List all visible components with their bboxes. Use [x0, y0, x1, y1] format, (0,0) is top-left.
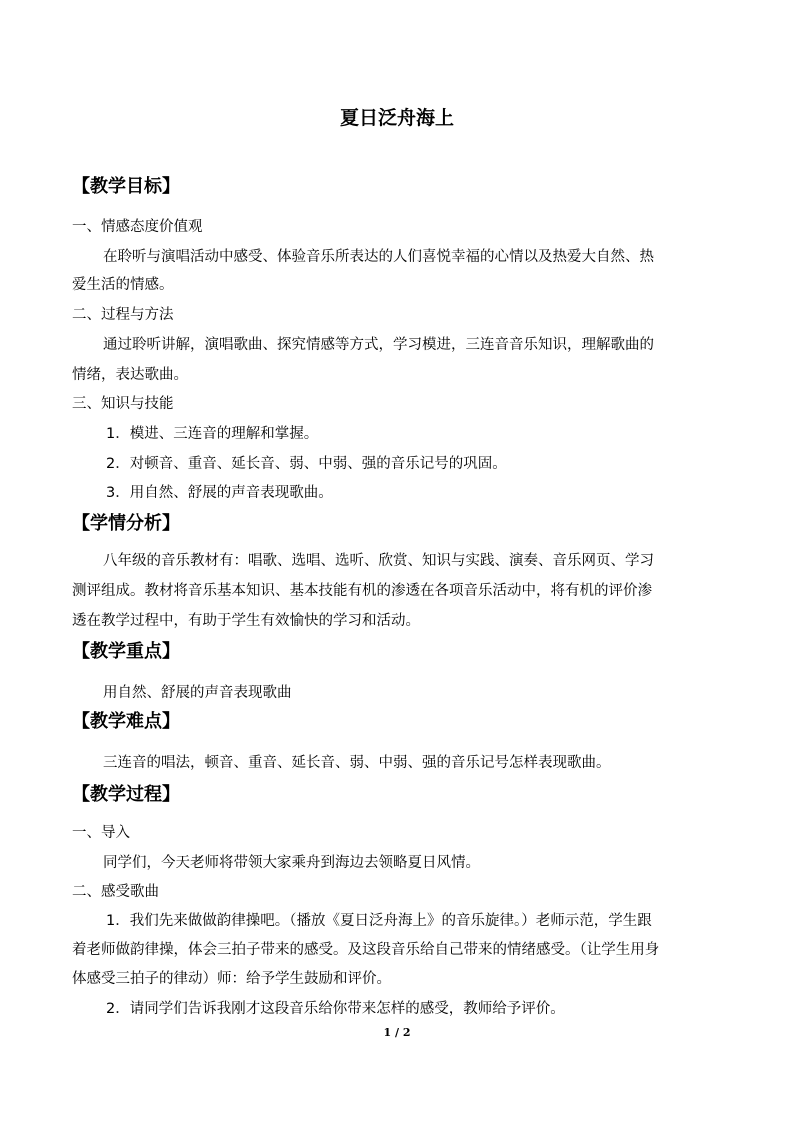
paragraph-line: 测评组成。教材将音乐基本知识、基本技能有机的渗透在各项音乐活动中，将有机的评价渗 — [72, 583, 652, 599]
subheading: 一、情感态度价值观 — [72, 219, 203, 235]
paragraph-line: 通过聆听讲解，演唱歌曲、探究情感等方式，学习模进，三连音音乐知识，理解歌曲的 — [103, 337, 654, 353]
paragraph-line: 体感受三拍子的律动）师：给予学生鼓励和评价。 — [72, 971, 391, 987]
section-heading-objectives: 【教学目标】 — [72, 176, 180, 197]
subheading: 二、过程与方法 — [72, 307, 174, 323]
list-item: 3．用自然、舒展的声音表现歌曲。 — [106, 485, 333, 501]
paragraph-line: 透在教学过程中，有助于学生有效愉快的学习和活动。 — [72, 613, 420, 629]
document-title: 夏日泛舟海上 — [339, 107, 454, 129]
subheading: 一、导入 — [72, 825, 130, 841]
paragraph-line: 2．请同学们告诉我刚才这段音乐给你带来怎样的感受，教师给予评价。 — [106, 1001, 565, 1017]
section-heading-key-points: 【教学重点】 — [72, 641, 180, 662]
subheading: 二、感受歌曲 — [72, 884, 159, 900]
section-heading-analysis: 【学情分析】 — [72, 513, 180, 534]
section-heading-difficulties: 【教学难点】 — [72, 711, 180, 732]
paragraph-line: 在聆听与演唱活动中感受、体验音乐所表达的人们喜悦幸福的心情以及热爱大自然、热 — [103, 249, 654, 265]
paragraph-line: 八年级的音乐教材有：唱歌、选唱、选听、欣赏、知识与实践、演奏、音乐网页、学习 — [103, 553, 654, 569]
paragraph-line: 爱生活的情感。 — [72, 277, 174, 293]
paragraph-line: 同学们，今天老师将带领大家乘舟到海边去领略夏日风情。 — [103, 855, 480, 871]
page-number: 1 / 2 — [383, 1026, 411, 1039]
paragraph-line: 1．我们先来做做韵律操吧。（播放《夏日泛舟海上》的音乐旋律。）老师示范，学生跟 — [106, 913, 652, 929]
list-item: 2．对顿音、重音、延长音、弱、中弱、强的音乐记号的巩固。 — [106, 456, 507, 472]
paragraph-line: 情绪，表达歌曲。 — [72, 367, 188, 383]
section-heading-process: 【教学过程】 — [72, 784, 180, 805]
list-item: 1．模进、三连音的理解和掌握。 — [106, 426, 319, 442]
subheading: 三、知识与技能 — [72, 396, 174, 412]
paragraph-line: 着老师做韵律操，体会三拍子带来的感受。及这段音乐给自己带来的情绪感受。（让学生用身 — [72, 942, 660, 958]
paragraph-line: 三连音的唱法，顿音、重音、延长音、弱、中弱、强的音乐记号怎样表现歌曲。 — [103, 755, 611, 771]
paragraph-line: 用自然、舒展的声音表现歌曲 — [103, 685, 292, 701]
